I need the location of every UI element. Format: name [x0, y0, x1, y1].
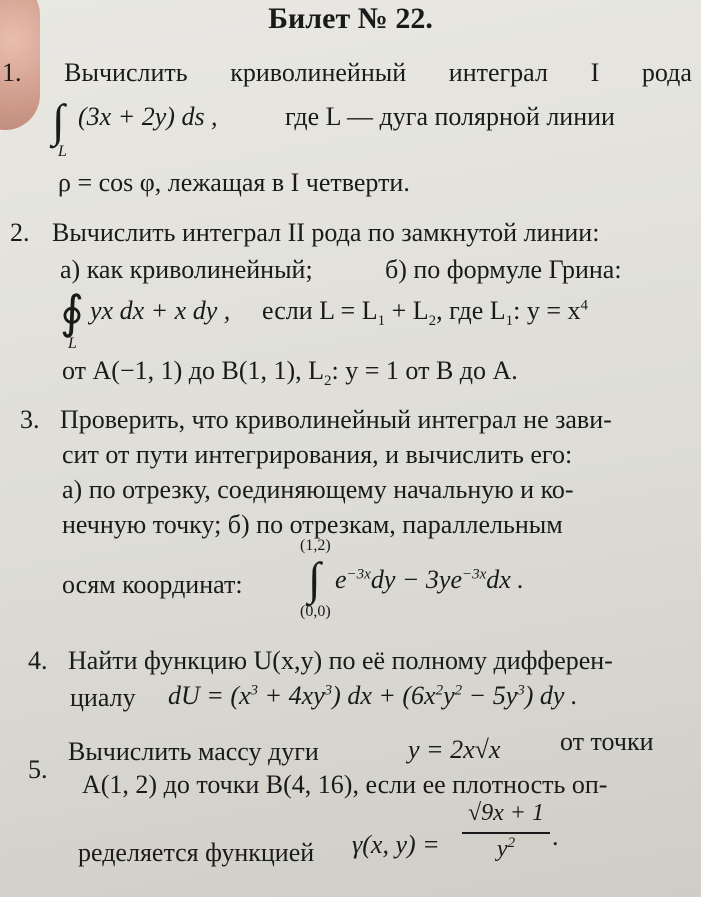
p2-number: 2. [10, 218, 30, 247]
p1-line-3: ρ = cos φ, лежащая в I четверти. [58, 168, 410, 197]
fraction-denominator: $y^2$ [496, 835, 516, 862]
lower-limit: (0,0) [300, 603, 331, 620]
p4-line-1: Найти функцию U(x,y) по её полному дифферен- [68, 646, 613, 675]
p2-condition: если $L = L_1 + L_2$, где $L_1$: $y = x^4$ [262, 296, 589, 330]
fraction-bar [462, 832, 550, 834]
integral-limit: L [68, 335, 77, 352]
p3-line-1: Проверить, что криволинейный интеграл не зави- [60, 405, 612, 434]
p1-line-1 [2, 58, 692, 88]
p1-word: интеграл [448, 58, 548, 87]
p3-line-4: нечную точку; б) по отрезкам, параллельным [62, 510, 563, 539]
ticket-title: Билет № 22. [268, 2, 433, 35]
p2-line-4: от A(−1, 1) до B(1, 1), $L_2$: y = 1 от B до A. [62, 356, 518, 390]
p2-option-b: б) по формуле Грина: [385, 255, 622, 284]
p2-option-a: а) как криволинейный; [60, 255, 313, 284]
fraction-numerator: √9x + 1 [467, 800, 545, 826]
integral-limit: L [58, 143, 67, 160]
p1-word: рода [641, 58, 692, 87]
p1-word: Вычислить [64, 58, 188, 87]
p2-integrand: yx dx + x dy , [90, 296, 231, 325]
p1-word: криволинейный [230, 58, 407, 87]
contour-integral-sign: ∮ [60, 287, 84, 338]
p5-number: 5. [28, 755, 48, 784]
p4-formula: dU = $(x^3 + 4xy^3)$ dx + $(6x^2y^2 - 5y^3)$ dy . [168, 681, 578, 710]
p5-line-3-label: ределяется функцией [78, 838, 315, 867]
p1-word: I [590, 58, 600, 87]
p3-line-5-label: осям координат: [62, 570, 243, 599]
p4-number: 4. [28, 646, 48, 675]
integral-sign: ∫ [52, 95, 65, 146]
p3-number: 3. [20, 405, 40, 434]
p3-integrand: $e^{-3x}dy - 3ye^{-3x}dx$ . [335, 565, 524, 594]
p5-end-period: . [552, 822, 559, 851]
p5-line-1-text: Вычислить массу дуги [68, 737, 319, 766]
p2-line-1: Вычислить интеграл II рода по замкнутой линии: [52, 218, 600, 247]
p5-line-2: A(1, 2) до точки B(4, 16), если ее плотность оп- [82, 770, 608, 799]
p3-line-3: а) по отрезку, соединяющему начальную и ко- [62, 475, 574, 504]
p5-curve-formula: y = 2x√x [408, 735, 501, 764]
p1-line-2-text: где L — дуга полярной линии [285, 102, 615, 131]
p1-number: 1. [2, 58, 22, 87]
p1-integrand: (3x + 2y) ds , [78, 102, 218, 131]
p3-line-2: сит от пути интегрирования, и вычислить его: [62, 440, 573, 469]
integral-sign: ∫ [308, 553, 321, 604]
p4-line-2-label: циалу [70, 683, 136, 712]
upper-limit: (1,2) [300, 537, 331, 554]
p5-gamma: γ(x, y) = [352, 830, 440, 859]
p5-line-1-tail: от точки [560, 727, 654, 756]
